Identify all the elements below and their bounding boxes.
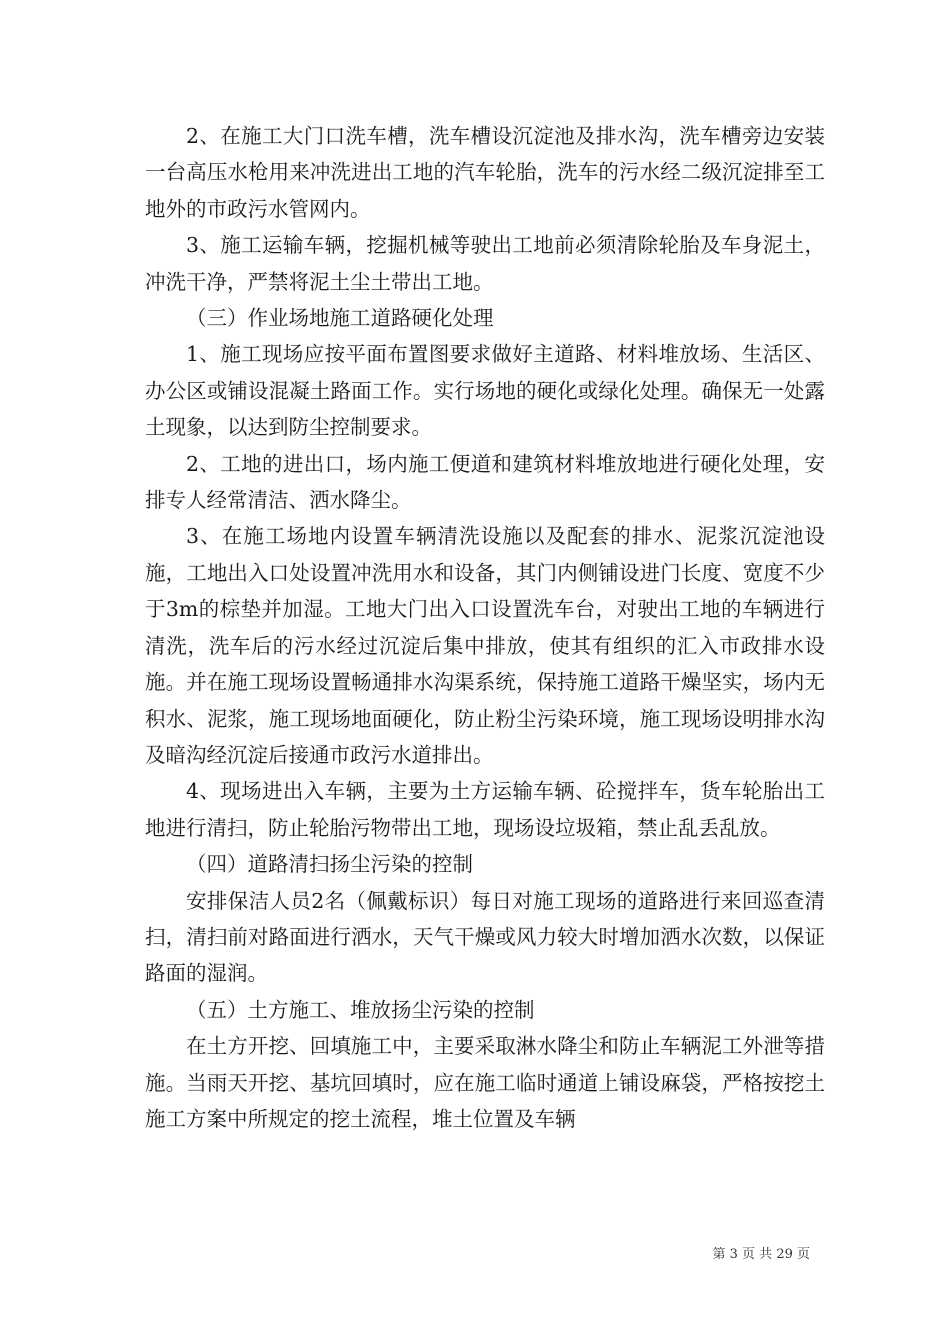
paragraph: 在土方开挖、回填施工中，主要采取淋水降尘和防止车辆泥工外泄等措施。当雨天开挖、基坑回填时，应在施工临时通道上铺设麻袋，严格按挖土施工方案中所规定的挖土流程，堆土位置及车辆 [145,1034,825,1131]
paragraph: 1、施工现场应按平面布置图要求做好主道路、材料堆放场、生活区、办公区或铺设混凝土路面工作。实行场地的硬化或绿化处理。确保无一处露土现象，以达到防尘控制要求。 [145,342,825,440]
paragraph: 2、工地的进出口，场内施工便道和建筑材料堆放地进行硬化处理，安排专人经常清洁、洒水降尘。 [145,451,825,513]
page-number-footer: 第 3 页 共 29 页 [712,1247,810,1262]
paragraph: 安排保洁人员2名（佩戴标识）每日对施工现场的道路进行来回巡查清扫，清扫前对路面进行洒水，天气干燥或风力较大时增加洒水次数，以保证路面的湿润。 [145,888,825,986]
document-body [145,118,825,1137]
paragraph: 3、在施工场地内设置车辆清洗设施以及配套的排水、泥浆沉淀池设施，工地出入口处设置冲洗用水和设备，其门内侧铺设进门长度、宽度不少于3m的棕垫并加湿。工地大门出入口设置洗车台，对驶出工地的车辆进行清洗，洗车后的污水经过沉淀后集中排放，使其有组织的汇入市政排水设施。并在施工现场设置畅通排水沟渠系统，保持施工道路干燥坚实，场内无积水、泥浆，施工现场地面硬化，防止粉尘污染环境，施工现场设明排水沟及暗沟经沉淀后接通市政污水道排出。 [145,524,825,767]
paragraph: 2、在施工大门口洗车槽，洗车槽设沉淀池及排水沟，洗车槽旁边安装一台高压水枪用来冲洗进出工地的汽车轮胎，洗车的污水经二级沉淀排至工地外的市政污水管网内。 [145,124,825,221]
section-heading: （五）土方施工、堆放扬尘污染的控制 [186,997,535,1022]
paragraph: 4、现场进出入车辆，主要为土方运输车辆、砼搅拌车，货车轮胎出工地进行清扫，防止轮胎污物带出工地，现场设垃圾箱，禁止乱丢乱放。 [145,779,825,840]
section-heading: （四）道路清扫扬尘污染的控制 [186,852,473,877]
paragraph: 3、施工运输车辆，挖掘机械等驶出工地前必须清除轮胎及车身泥土，冲洗干净，严禁将泥土尘土带出工地。 [145,233,825,294]
section-heading: （三）作业场地施工道路硬化处理 [186,306,494,331]
